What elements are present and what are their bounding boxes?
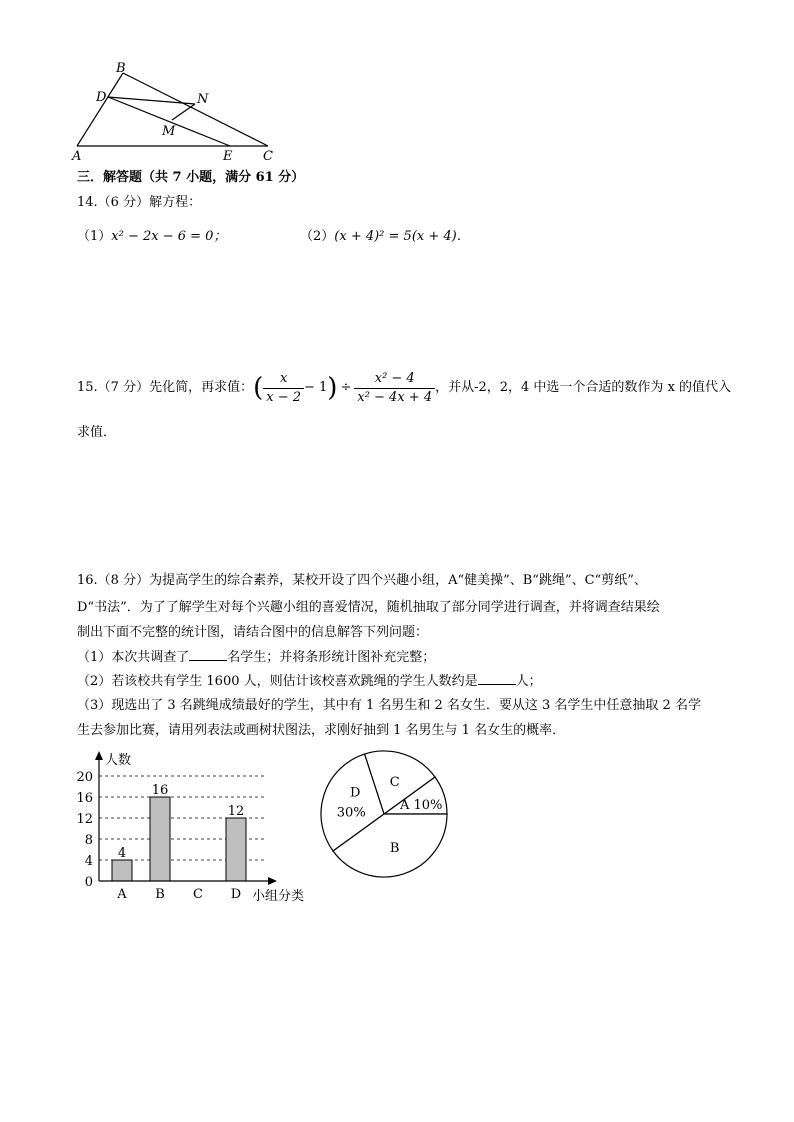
q14-p1-label: （1） [77, 229, 112, 244]
y-tick-label: 4 [84, 854, 93, 869]
bar-data-label: 12 [227, 804, 245, 819]
segment-dn [108, 97, 195, 104]
q15-frac1: $\frac{x}{x - 2}$ [263, 370, 304, 407]
q14-p2-label: （2） [300, 229, 335, 244]
open-paren: ( [253, 373, 264, 403]
pie-label-d: D [350, 785, 361, 801]
q16-sub2 [77, 671, 542, 692]
x-axis-arrow [268, 877, 277, 885]
pie-label-c: C [389, 775, 400, 791]
pie-value-d: 30% [336, 805, 366, 821]
q16-sub1-b: 名学生；并将条形统计图补充完整； [227, 650, 436, 665]
bar-b [150, 797, 170, 881]
x-tick-label: B [155, 887, 165, 902]
segment-mn [172, 104, 195, 120]
q14-head: 14.（6 分）解方程： [77, 195, 202, 210]
bar-d [226, 818, 246, 881]
blank-2 [478, 671, 516, 685]
q15-line2: 求值． [77, 425, 117, 440]
label-m: M [162, 124, 176, 139]
q15-tail: ，并从-2，2，4 中选一个合适的数作为 x 的值代入 [435, 380, 732, 395]
y-tick-label: 12 [76, 812, 93, 827]
q15-div: ÷ [340, 380, 352, 395]
blank-1 [189, 647, 227, 661]
segment-bc [123, 73, 268, 146]
pie-chart [318, 748, 450, 880]
q15-head: 15.（7 分）先化简，再求值： [77, 380, 254, 395]
close-paren: ) [327, 373, 338, 403]
q16-sub1-a: （1）本次共调查了 [77, 650, 190, 665]
q16-sub1 [77, 647, 435, 668]
q16-sub3-line1: （3）现选出了 3 名跳绳成绩最好的学生，其中有 1 名男生和 2 名女生．要从这 3 名学生中任意抽取 2 名学 [77, 698, 701, 713]
q14-p1-expr: x² − 2x − 6 = 0； [111, 229, 227, 244]
label-e: E [223, 149, 233, 164]
x-tick-label: D [230, 887, 242, 902]
segment-ab [77, 73, 123, 146]
q14-part1 [77, 227, 226, 247]
q14-part2 [300, 227, 470, 247]
y-axis-label: 人数 [105, 753, 132, 768]
y-tick-label: 16 [76, 791, 93, 806]
bar-data-label: 16 [151, 783, 169, 798]
q16-line2: D“书法”．为了了解学生对每个兴趣小组的喜爱情况，随机抽取了部分同学进行调查，并将调查结果绘 [77, 600, 660, 615]
q16-sub2-a: （2）若该校共有学生 1600 人，则估计该校喜欢跳绳的学生人数约是 [77, 674, 478, 689]
q15-minus-one: − 1 [304, 380, 328, 395]
x-tick-label: C [193, 887, 203, 902]
pie-label-a: A 10% [399, 797, 443, 813]
x-axis-label: 小组分类 [252, 889, 305, 904]
label-d: D [96, 90, 107, 105]
x-tick-label: A [117, 887, 127, 902]
label-n: N [197, 92, 209, 107]
label-c: C [263, 149, 273, 164]
q16-sub3-line2: 生去参加比赛，请用列表法或画树状图法，求刚好抽到 1 名男生与 1 名女生的概率． [77, 723, 566, 738]
label-b: B [116, 61, 126, 76]
q15-line1 [77, 366, 731, 410]
y-tick-label: 20 [76, 770, 93, 785]
pie-label-b: B [389, 840, 400, 856]
section-title: 三．解答题（共 7 小题，满分 61 分） [77, 170, 305, 185]
triangle-figure [60, 58, 290, 166]
q15-frac2: $\frac{\text{x² − 4}}{\text{x² − 4x + 4}}$ [354, 370, 435, 407]
q14-p2-expr: (x + 4)² = 5(x + 4)． [334, 229, 470, 244]
bar-chart [60, 748, 320, 908]
y-axis-arrow [95, 751, 103, 760]
bar-data-label: 4 [117, 846, 127, 861]
q16-line1: 16.（8 分）为提高学生的综合素养，某校开设了四个兴趣小组，A“健美操”、B“跳绳”、C“剪纸”、 [77, 573, 647, 588]
bar-a [112, 860, 132, 881]
label-a: A [72, 149, 82, 164]
y-tick-label: 0 [84, 875, 93, 890]
q16-line3: 制出下面不完整的统计图，请结合图中的信息解答下列问题： [77, 625, 429, 640]
y-tick-label: 8 [84, 833, 93, 848]
q16-sub2-b: 人； [515, 674, 542, 689]
